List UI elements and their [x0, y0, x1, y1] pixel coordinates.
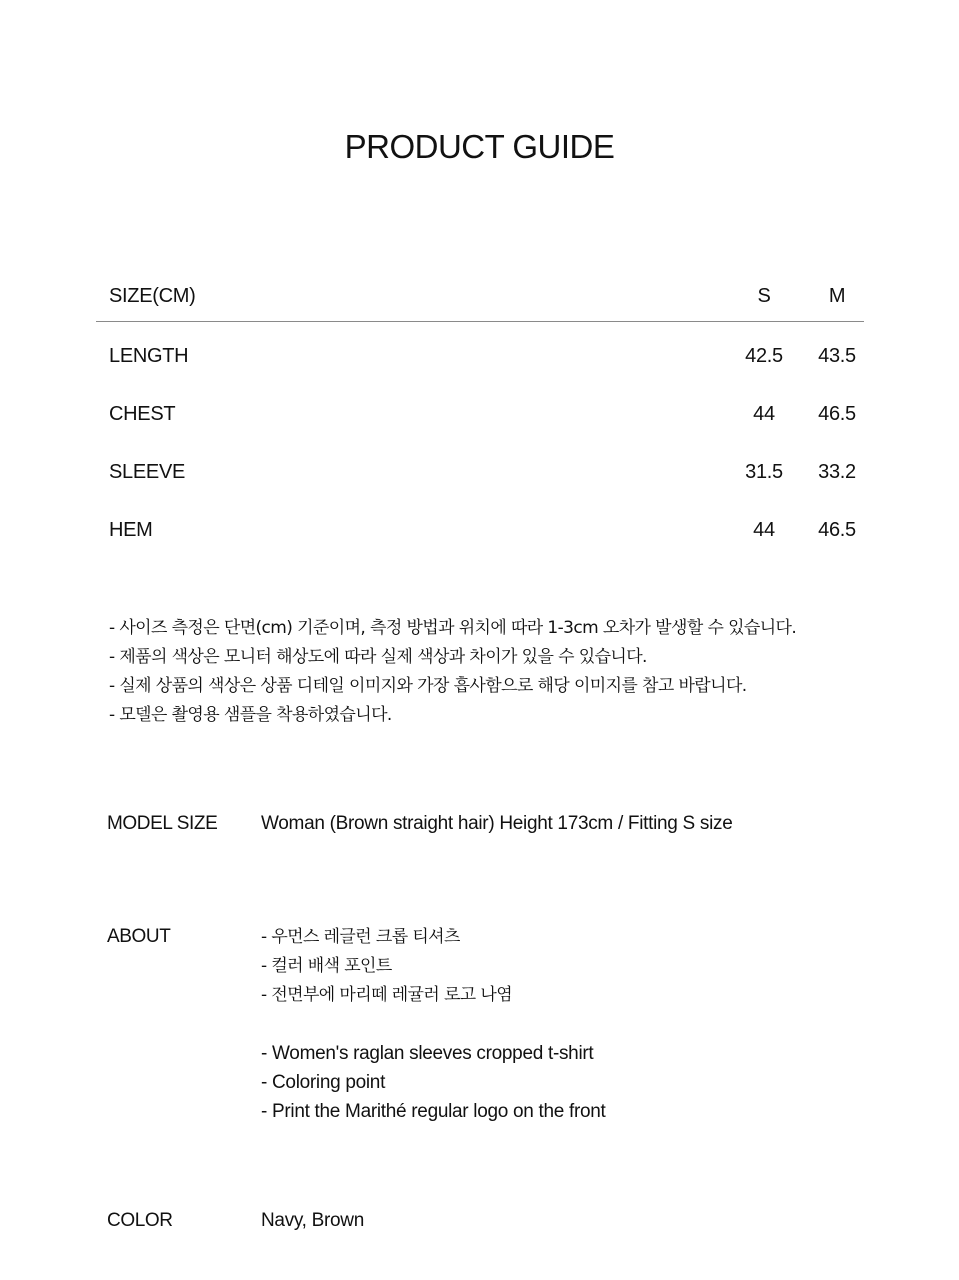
note-line: - 실제 상품의 색상은 상품 디테일 이미지와 가장 흡사함으로 해당 이미지를 참고 바랍니다.: [109, 676, 747, 696]
sleeve-m-value: 33.2: [818, 461, 856, 483]
about-ko-line: - 우먼스 레글런 크롭 티셔츠: [261, 927, 460, 947]
size-header-m: M: [828, 285, 846, 307]
row-label-chest: CHEST: [109, 403, 176, 425]
length-m-value: 43.5: [818, 345, 856, 367]
about-english: [261, 1039, 606, 1126]
page-title: PRODUCT GUIDE: [344, 128, 615, 165]
length-s-value: 42.5: [745, 345, 783, 367]
color-value: Navy, Brown: [261, 1210, 364, 1231]
chest-s-value: 44: [753, 403, 775, 425]
about-en-line: - Coloring point: [261, 1072, 386, 1093]
table-row: [96, 340, 864, 398]
note-line: - 사이즈 측정은 단면(cm) 기준이며, 측정 방법과 위치에 따라 1-3cm 오차가 발생할 수 있습니다.: [109, 618, 797, 638]
about-korean: [261, 923, 606, 1010]
color-label: COLOR: [107, 1210, 173, 1231]
about-content: [261, 923, 606, 1126]
hem-s-value: 44: [753, 519, 775, 541]
table-row: [96, 398, 864, 456]
about-en-line: - Women's raglan sleeves cropped t-shirt: [261, 1043, 594, 1064]
model-size-value: Woman (Brown straight hair) Height 173cm / Fitting S size: [261, 813, 733, 834]
about-en-line: - Print the Marithé regular logo on the front: [261, 1101, 606, 1122]
about-label: ABOUT: [107, 926, 171, 947]
note-line: - 제품의 색상은 모니터 해상도에 따라 실제 색상과 차이가 있을 수 있습니다.: [109, 647, 647, 667]
table-row: [96, 456, 864, 514]
sleeve-s-value: 31.5: [745, 461, 783, 483]
size-header-label: SIZE(CM): [109, 285, 196, 307]
about-ko-line: - 컬러 배색 포인트: [261, 956, 392, 976]
row-label-hem: HEM: [109, 519, 153, 541]
note-line: - 모델은 촬영용 샘플을 착용하였습니다.: [109, 705, 392, 725]
row-label-length: LENGTH: [109, 345, 189, 367]
size-table-body: [96, 322, 864, 572]
chest-m-value: 46.5: [818, 403, 856, 425]
size-table: [96, 280, 864, 572]
row-label-sleeve: SLEEVE: [109, 461, 186, 483]
about-ko-line: - 전면부에 마리떼 레귤러 로고 나염: [261, 985, 513, 1005]
size-table-header: [96, 280, 864, 322]
size-notes: [109, 614, 929, 730]
model-size-label: MODEL SIZE: [107, 813, 218, 834]
size-header-s: S: [757, 285, 771, 307]
table-row: [96, 514, 864, 572]
hem-m-value: 46.5: [818, 519, 856, 541]
